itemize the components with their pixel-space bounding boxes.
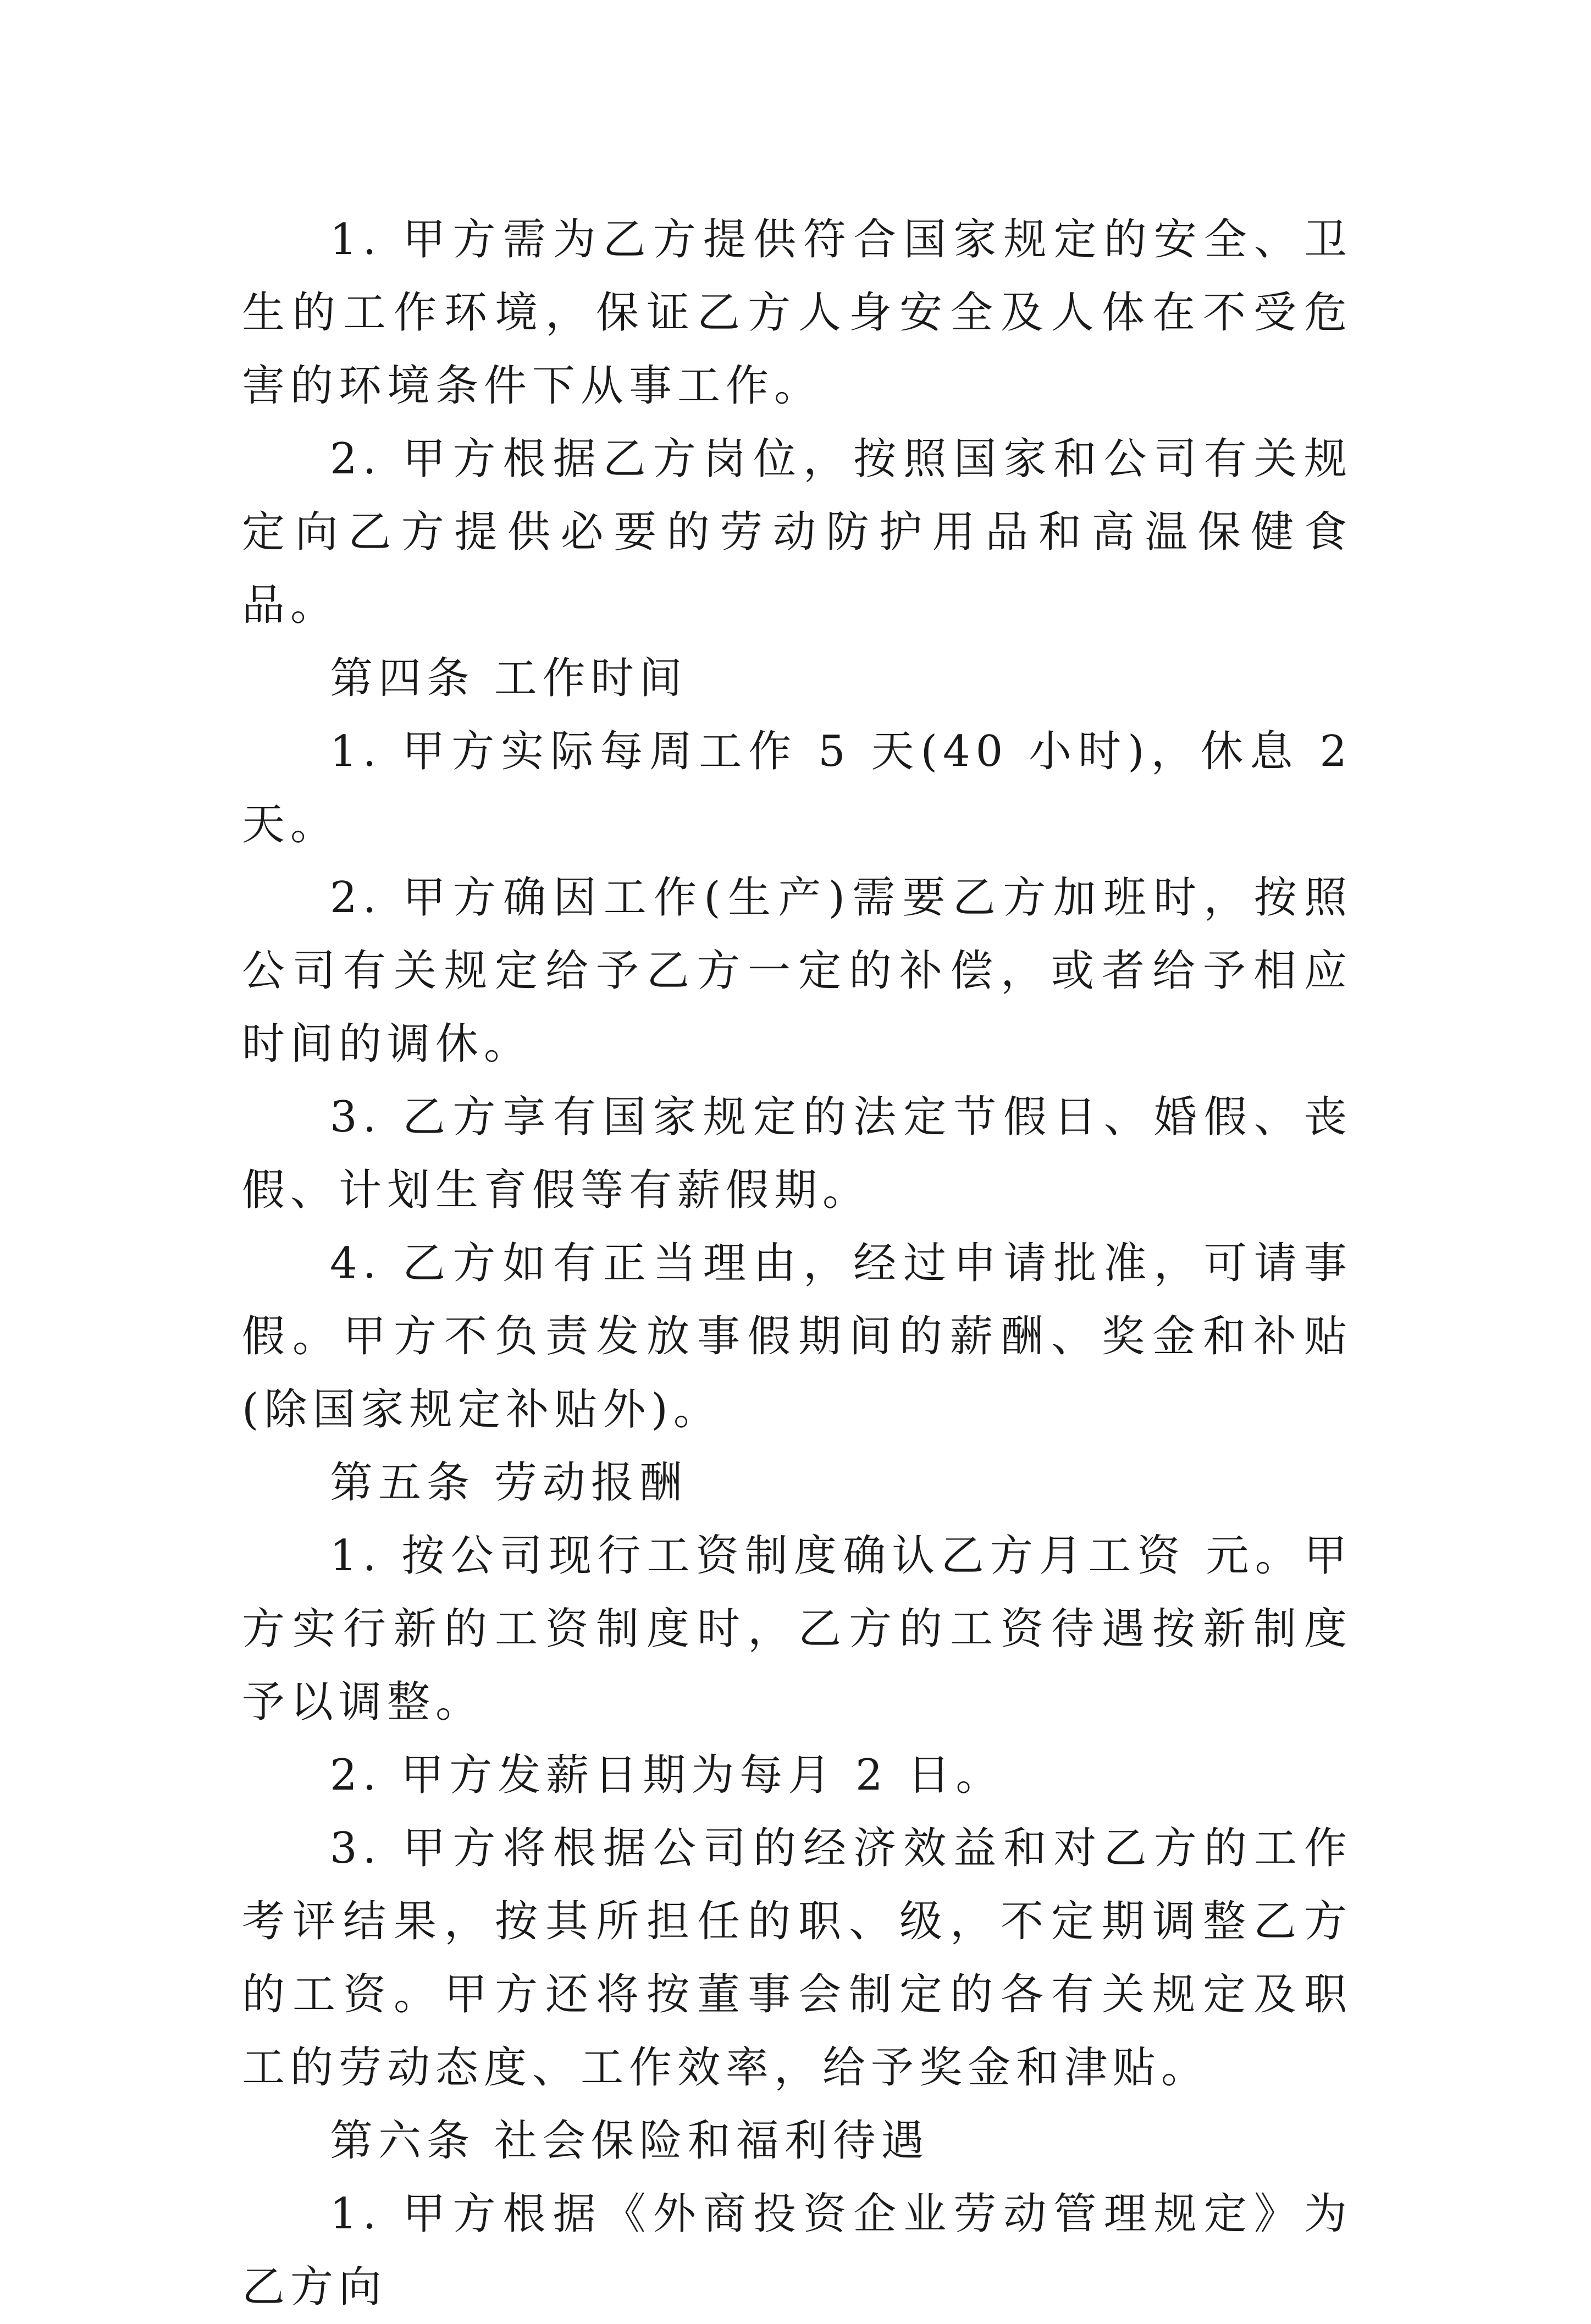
clause-item: 1. 按公司现行工资制度确认乙方月工资 元。甲方实行新的工资制度时，乙方的工资待遇按新制度予以调整。 (242, 1531, 1352, 1727)
article-heading: 第五条 劳动报酬 (330, 1458, 688, 1508)
clause-item: 3. 乙方享有国家规定的法定节假日、婚假、丧假、计划生育假等有薪假期。 (242, 1092, 1352, 1215)
clause-item: 2. 甲方发薪日期为每月 2 日。 (330, 1751, 1004, 1800)
article-heading: 第六条 社会保险和福利待遇 (330, 2116, 930, 2166)
clause-item: 2. 甲方确因工作(生产)需要乙方加班时，按照公司有关规定给予乙方一定的补偿，或者给予相应时间的调休。 (242, 873, 1352, 1069)
document-body (242, 203, 1352, 2324)
clause-item: 3. 甲方将根据公司的经济效益和对乙方的工作考评结果，按其所担任的职、级，不定期调整乙方的工资。甲方还将按董事会制定的各有关规定及职工的劳动态度、工作效率，给予奖金和津贴。 (242, 1824, 1352, 2093)
clause-item: 4. 乙方如有正当理由，经过申请批准，可请事假。甲方不负责发放事假期间的薪酬、奖金和补贴(除国家规定补贴外)。 (242, 1239, 1352, 1434)
article-heading: 第四条 工作时间 (330, 654, 688, 703)
clause-item: 1. 甲方根据《外商投资企业劳动管理规定》为乙方向 (242, 2189, 1352, 2312)
clause-item: 2. 甲方根据乙方岗位，按照国家和公司有关规定向乙方提供必要的劳动防护用品和高温保健食品。 (242, 434, 1352, 630)
clause-item: 1. 甲方需为乙方提供符合国家规定的安全、卫生的工作环境，保证乙方人身安全及人体在不受危害的环境条件下从事工作。 (242, 215, 1352, 411)
clause-item: 1. 甲方实际每周工作 5 天(40 小时)，休息 2 天。 (242, 727, 1352, 849)
